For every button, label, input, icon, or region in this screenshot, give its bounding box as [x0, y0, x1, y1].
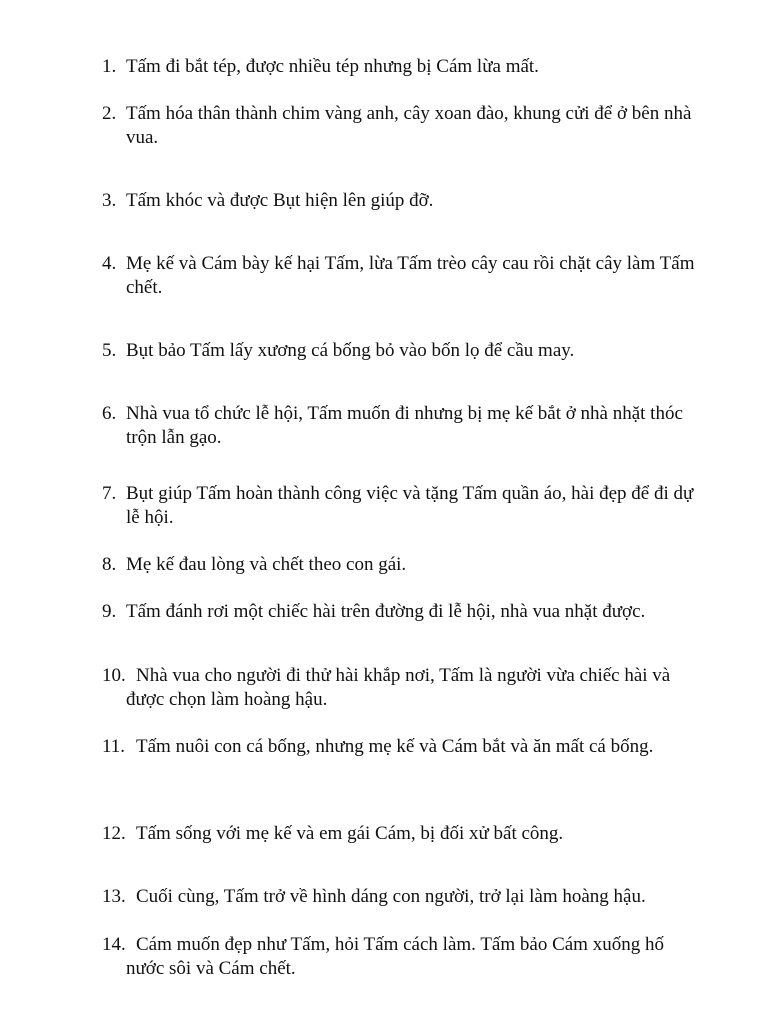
list-item	[102, 600, 706, 624]
list-item	[102, 402, 706, 450]
item-number: 10.	[102, 665, 126, 686]
item-text: Tấm sống với mẹ kế và em gái Cám, bị đối xử bất công.	[136, 823, 564, 844]
list-item	[102, 252, 706, 300]
list-item	[102, 885, 706, 909]
item-text: Mẹ kế đau lòng và chết theo con gái.	[126, 554, 407, 575]
item-text: Tấm khóc và được Bụt hiện lên giúp đỡ.	[126, 190, 434, 211]
item-number: 13.	[102, 886, 126, 907]
list-item	[102, 553, 706, 577]
item-number: 11.	[102, 736, 126, 757]
list-item	[102, 822, 706, 846]
item-text: Nhà vua cho người đi thử hài khắp nơi, Tấm là người vừa chiếc hài và được chọn làm hoàng hậu.	[126, 665, 671, 710]
item-text: Tấm đi bắt tép, được nhiều tép nhưng bị Cám lừa mất.	[126, 56, 539, 77]
item-text: Cuối cùng, Tấm trở về hình dáng con người, trở lại làm hoàng hậu.	[136, 886, 646, 907]
item-number: 2.	[102, 103, 117, 124]
item-text: Nhà vua tổ chức lễ hội, Tấm muốn đi nhưng bị mẹ kế bắt ở nhà nhặt thóc trộn lẫn gạo.	[126, 403, 683, 448]
item-text: Tấm nuôi con cá bống, nhưng mẹ kế và Cám bắt và ăn mất cá bống.	[136, 736, 654, 757]
item-number: 1.	[102, 56, 117, 77]
item-number: 14.	[102, 934, 126, 955]
list-item	[102, 339, 706, 363]
item-number: 5.	[102, 340, 117, 361]
item-number: 12.	[102, 823, 126, 844]
list-item	[102, 664, 706, 712]
list-item	[102, 482, 706, 530]
item-text: Cám muốn đẹp như Tấm, hỏi Tấm cách làm. Tấm bảo Cám xuống hố nước sôi và Cám chết.	[126, 934, 664, 979]
item-text: Tấm hóa thân thành chim vàng anh, cây xoan đào, khung cửi để ở bên nhà vua.	[126, 103, 692, 148]
list-item	[102, 735, 706, 759]
item-number: 6.	[102, 403, 117, 424]
list-item	[102, 55, 706, 79]
item-number: 3.	[102, 190, 117, 211]
item-text: Tấm đánh rơi một chiếc hài trên đường đi lễ hội, nhà vua nhặt được.	[126, 601, 646, 622]
item-text: Bụt giúp Tấm hoàn thành công việc và tặng Tấm quần áo, hài đẹp để đi dự lễ hội.	[126, 483, 694, 528]
item-text: Mẹ kế và Cám bày kế hại Tấm, lừa Tấm trèo cây cau rồi chặt cây làm Tấm chết.	[126, 253, 695, 298]
item-number: 9.	[102, 601, 117, 622]
list-item	[102, 933, 706, 981]
item-text: Bụt bảo Tấm lấy xương cá bống bỏ vào bốn lọ để cầu may.	[126, 340, 575, 361]
item-number: 7.	[102, 483, 117, 504]
item-number: 8.	[102, 554, 117, 575]
list-item	[102, 189, 706, 213]
list-item	[102, 102, 706, 150]
item-number: 4.	[102, 253, 117, 274]
